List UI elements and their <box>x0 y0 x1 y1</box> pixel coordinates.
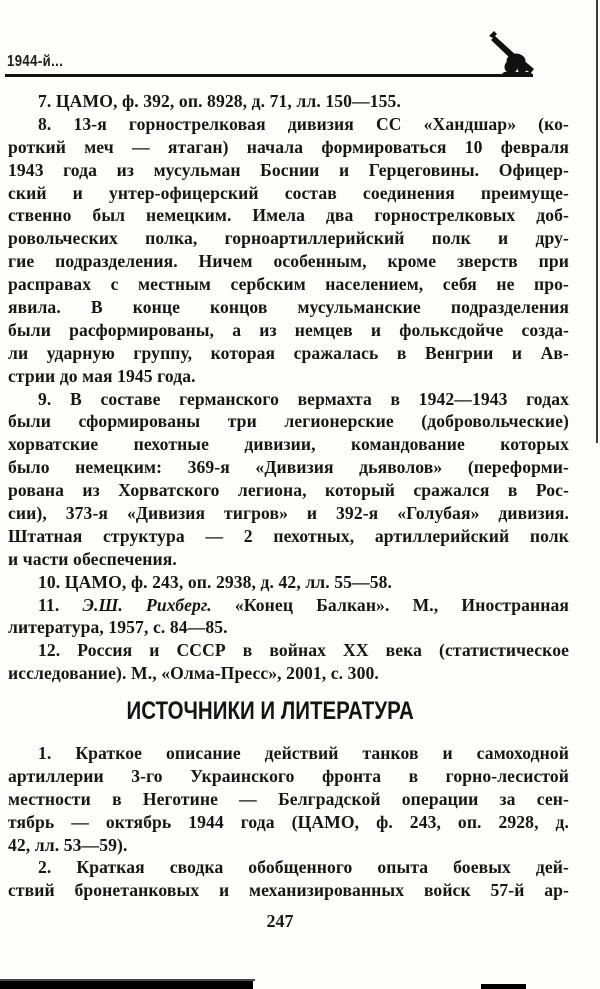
text-line: 10. ЦАМО, ф. 243, оп. 2938, д. 42, лл. 55—58. <box>38 571 393 592</box>
text-line: 7. ЦАМО, ф. 392, оп. 8928, д. 71, лл. 150—155. <box>38 91 401 111</box>
text-line: местности в Неготине — Белградской операции за сен- <box>8 788 569 809</box>
text-line: стрии до мая 1945 года. <box>8 365 196 386</box>
running-head-title: 1944-й... <box>7 53 64 70</box>
text-line: хорватские пехотные дивизии, командование которых <box>8 434 569 455</box>
text-line: роткий меч — ятаган) начала формироваться 10 февраля <box>8 136 569 157</box>
text-line: 1. Краткое описание действий танков и самоходной <box>38 743 569 763</box>
text-line: гие подразделения. Ничем особенным, кроме зверств при <box>8 251 569 272</box>
text-line: рована из Хорватского легиона, который сражался в Рос- <box>8 480 569 501</box>
text-line: были расформированы, а из немцев и фольксдойче созда- <box>8 319 569 340</box>
text-line: 8. 13-я горнострелковая дивизия СС «Хандшар» (ко- <box>38 113 569 134</box>
text-line: 12. Россия и СССР в войнах XX века (статистическое <box>38 640 569 661</box>
text-line: были сформированы три легионерские (добровольческие) <box>8 411 569 432</box>
scan-artifact-bar-left <box>0 981 253 989</box>
section-heading-text: ИСТОЧНИКИ И ЛИТЕРАТУРА <box>126 697 414 725</box>
text-line: было немецким: 369-я «Дивизия дьяволов» (переформи- <box>8 457 569 478</box>
text-line: ствий бронетанковых и механизированных войск 57-й ар- <box>8 880 569 901</box>
text-line: исследование). М., «Олма-Пресс», 2001, с. 300. <box>8 663 379 684</box>
scan-edge-line <box>596 0 598 443</box>
sources-list-block <box>8 742 569 902</box>
text-line: артиллерии 3-го Украинского фронта в горно-лесистой <box>8 765 569 786</box>
page-number: 247 <box>266 911 294 931</box>
text-line: ли ударную группу, которая сражалась в Венгрии и Ав- <box>8 342 569 363</box>
section-heading <box>0 697 540 726</box>
text-line: ский и унтер-офицерский состав соединения преимуще- <box>8 182 569 203</box>
text-line: ровольческих полка, горноартиллерийский полк и дру- <box>8 228 569 249</box>
text-line: и части обеспечения. <box>8 548 177 569</box>
text-segment: 11. <box>38 594 83 615</box>
text-segment: «Конец Балкан». М., Иностранная <box>211 594 569 615</box>
text-line: 2. Краткая сводка обобщенного опыта боевых дей- <box>38 857 569 878</box>
text-line: 42, лл. 53—59). <box>8 834 128 855</box>
text-line: расправах с местным сербским населением, себя не про- <box>8 274 569 295</box>
header-rule <box>5 74 533 77</box>
footnotes-block <box>8 90 569 685</box>
text-line: ственно был немецким. Имела два горнострелковых доб- <box>8 205 569 226</box>
text-line <box>8 594 569 617</box>
italic-author-text: Э.Ш. Рихберг. <box>82 594 212 615</box>
text-line: сии), 373-я «Дивизия тигров» и 392-я «Голубая» дивизия. <box>8 503 569 524</box>
scan-artifact-bar-right <box>481 984 526 989</box>
text-line: тябрь — октябрь 1944 года (ЦАМО, ф. 243, оп. 2928, д. <box>8 811 569 832</box>
text-line: 9. В составе германского вермахта в 1942—1943 годах <box>38 388 569 409</box>
text-line: 1943 года из мусульман Боснии и Герцеговины. Офицер- <box>8 159 569 180</box>
text-line: явила. В конце концов мусульманские подразделения <box>8 297 569 318</box>
text-line: Штатная структура — 2 пехотных, артиллерийский полк <box>8 525 569 546</box>
text-line: литература, 1957, с. 84—85. <box>8 617 228 638</box>
artillery-gun-icon <box>486 30 535 76</box>
